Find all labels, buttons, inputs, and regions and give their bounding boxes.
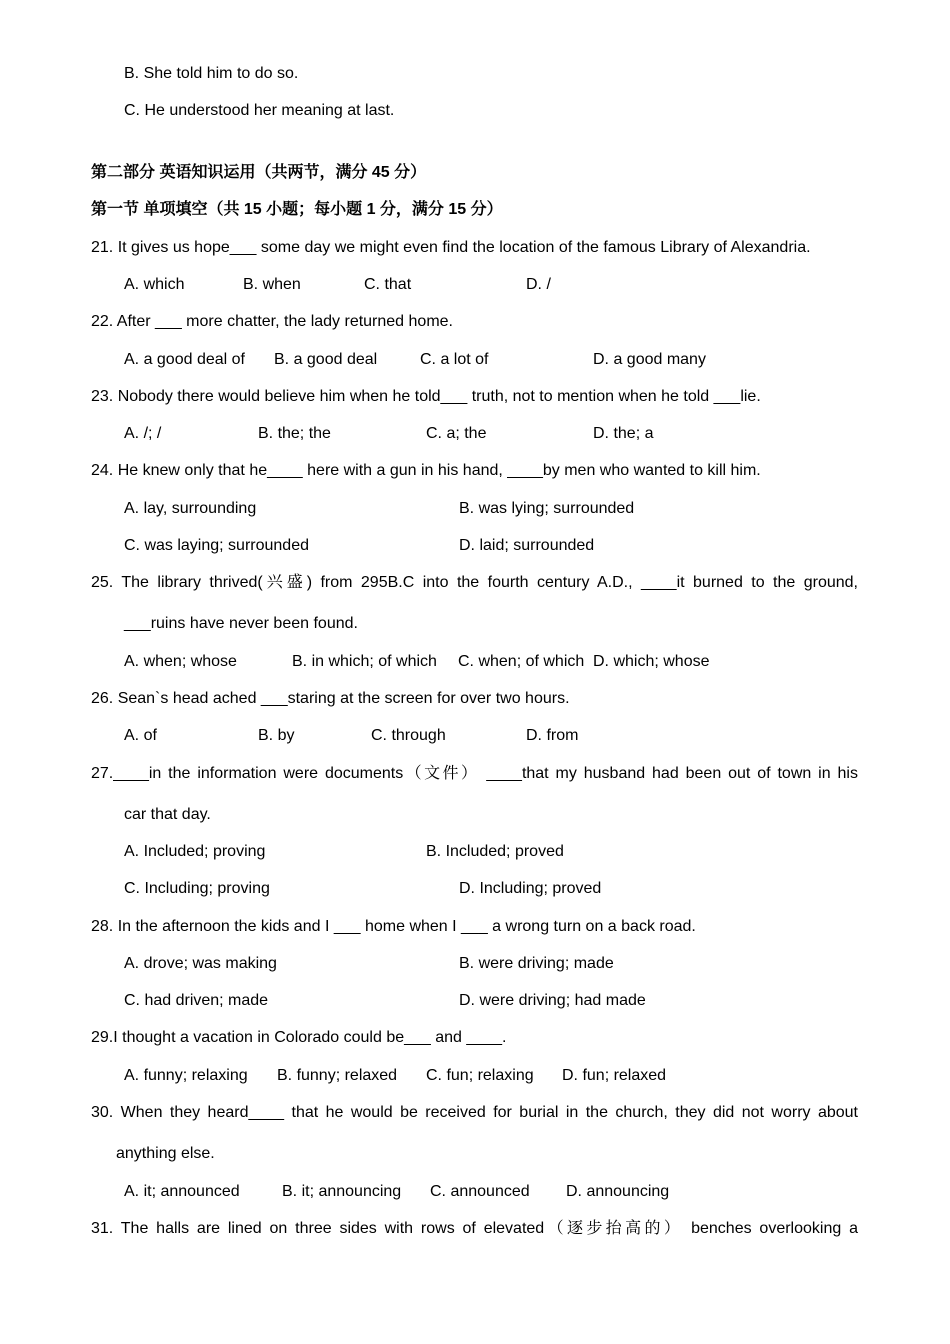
question-28-option-d: D. were driving; had made xyxy=(459,992,646,1009)
question-28-option-a: A. drove; was making xyxy=(124,955,277,972)
question-30-stem-line1: 30. When they heard____ that he would be received for burial in the church, they did not worry about xyxy=(91,1104,858,1121)
question-26-option-b: B. by xyxy=(258,727,295,744)
question-25-option-b: B. in which; of which xyxy=(292,653,437,670)
question-25-option-a: A. when; whose xyxy=(124,653,237,670)
question-26-option-a: A. of xyxy=(124,727,157,744)
question-26-option-c: C. through xyxy=(371,727,446,744)
question-30-option-c: C. announced xyxy=(430,1183,530,1200)
question-24-option-d: D. laid; surrounded xyxy=(459,537,595,554)
question-31-stem-line1: 31. The halls are lined on three sides with rows of elevated（逐步抬高的） benches overlooking a xyxy=(91,1220,858,1237)
question-25-stem-line2: ___ruins have never been found. xyxy=(124,615,358,632)
question-24-option-c: C. was laying; surrounded xyxy=(124,537,309,554)
question-23-option-d: D. the; a xyxy=(593,425,654,442)
question-21-stem: 21. It gives us hope___ some day we might even find the location of the famous Library of Alexandria. xyxy=(91,239,811,256)
question-23-option-c: C. a; the xyxy=(426,425,487,442)
question-22-stem: 22. After ___ more chatter, the lady returned home. xyxy=(91,313,453,330)
section1-heading: 第一节 单项填空（共 15 小题；每小题 1 分，满分 15 分） xyxy=(91,201,503,218)
question-21-option-c: C. that xyxy=(364,276,412,293)
question-23-option-b: B. the; the xyxy=(258,425,331,442)
question-27-stem-line1: 27.____in the information were documents（文件） ____that my husband had been out of town in his xyxy=(91,765,858,782)
question-30-option-d: D. announcing xyxy=(566,1183,670,1200)
question-29-option-a: A. funny; relaxing xyxy=(124,1067,248,1084)
question-23-stem: 23. Nobody there would believe him when he told___ truth, not to mention when he told ___lie. xyxy=(91,388,761,405)
question-22-option-b: B. a good deal xyxy=(274,351,378,368)
question-22-option-c: C. a lot of xyxy=(420,351,489,368)
question-22-option-d: D. a good many xyxy=(593,351,706,368)
part2-heading: 第二部分 英语知识运用（共两节，满分 45 分） xyxy=(91,164,427,181)
question-25-stem-line1: 25. The library thrived(兴盛) from 295B.C into the fourth century A.D., ____it burned to the ground, xyxy=(91,574,858,591)
question-25-option-c: C. when; of which xyxy=(458,653,585,670)
question-27-option-d: D. Including; proved xyxy=(459,880,602,897)
question-26-stem: 26. Sean`s head ached ___staring at the screen for over two hours. xyxy=(91,690,570,707)
question-28-option-c: C. had driven; made xyxy=(124,992,269,1009)
question-28-stem: 28. In the afternoon the kids and I ___ home when I ___ a wrong turn on a back road. xyxy=(91,918,696,935)
question-29-option-c: C. fun; relaxing xyxy=(426,1067,534,1084)
question-27-option-c: C. Including; proving xyxy=(124,880,270,897)
question-28-option-b: B. were driving; made xyxy=(459,955,614,972)
question-27-option-b: B. Included; proved xyxy=(426,843,564,860)
question-30-option-a: A. it; announced xyxy=(124,1183,240,1200)
question-26-option-d: D. from xyxy=(526,727,579,744)
question-22-option-a: A. a good deal of xyxy=(124,351,245,368)
question-24-stem: 24. He knew only that he____ here with a gun in his hand, ____by men who wanted to kill him. xyxy=(91,462,761,479)
question-21-option-a: A. which xyxy=(124,276,185,293)
question-21-option-b: B. when xyxy=(243,276,301,293)
question-25-option-d: D. which; whose xyxy=(593,653,710,670)
question-29-option-b: B. funny; relaxed xyxy=(277,1067,398,1084)
question-29-stem: 29.I thought a vacation in Colorado could be___ and ____. xyxy=(91,1029,507,1046)
question-30-stem-line2: anything else. xyxy=(116,1145,215,1162)
question-21-option-d: D. / xyxy=(526,276,551,293)
question-24-option-b: B. was lying; surrounded xyxy=(459,500,635,517)
question-23-option-a: A. /; / xyxy=(124,425,162,442)
question-27-option-a: A. Included; proving xyxy=(124,843,266,860)
question-30-option-b: B. it; announcing xyxy=(282,1183,402,1200)
question-24-option-a: A. lay, surrounding xyxy=(124,500,257,517)
carryover-option-b: B. She told him to do so. xyxy=(124,65,299,82)
question-27-stem-line2: car that day. xyxy=(124,806,211,823)
carryover-option-c: C. He understood her meaning at last. xyxy=(124,102,395,119)
question-29-option-d: D. fun; relaxed xyxy=(562,1067,667,1084)
